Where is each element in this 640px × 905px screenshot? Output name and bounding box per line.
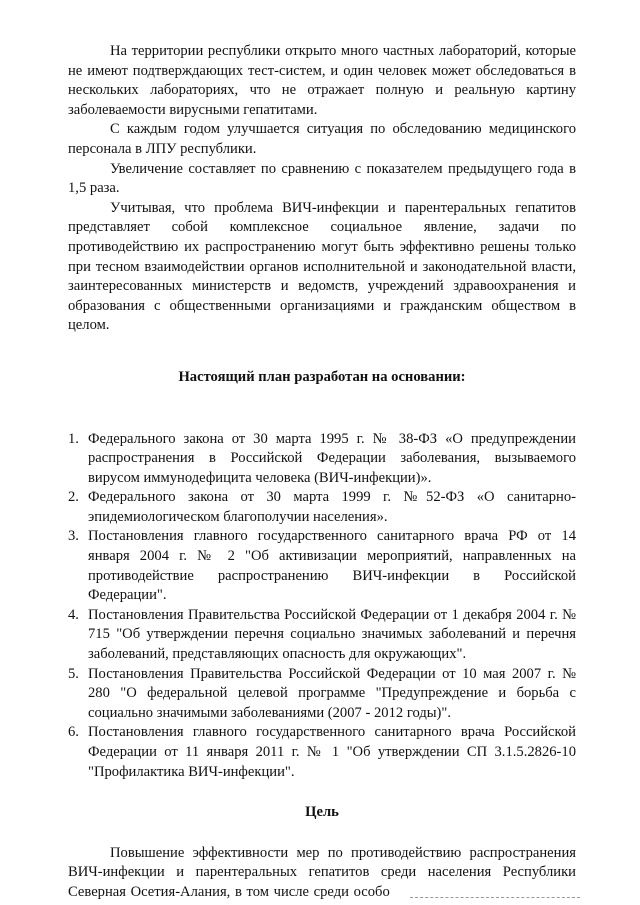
basis-list bbox=[68, 430, 576, 783]
list-item-number: 5. bbox=[68, 665, 79, 682]
list-item-number: 4. bbox=[68, 606, 79, 623]
document-page bbox=[68, 42, 576, 903]
list-item bbox=[68, 665, 576, 724]
list-item-text: Постановления главного государственного санитарного врача РФ от 14 января 2004 г. № 2 "Об активизации мероприятий, направленных на противодействие распространению ВИЧ-инфекции в Российской Федерации". bbox=[88, 528, 576, 604]
list-item-text: Федерального закона от 30 марта 1995 г. № 38-ФЗ «О предупреждении распространения в Российской Федерации заболевания, вызываемого вирусом иммунодефицита человека (ВИЧ-инфекции)». bbox=[88, 430, 576, 486]
list-item-number: 2. bbox=[68, 489, 79, 506]
goal-paragraph: Повышение эффективности мер по противодействию распространения ВИЧ-инфекции и парентеральных гепатитов среди населения Республики Северная Осетия-Алания, в том числе среди особо bbox=[68, 844, 576, 900]
list-item bbox=[68, 723, 576, 782]
list-item-number: 1. bbox=[68, 430, 79, 447]
list-item bbox=[68, 527, 576, 605]
paragraph-medical-staff: С каждым годом улучшается ситуация по обследованию медицинского персонала в ЛПУ республики. bbox=[68, 121, 576, 157]
list-item bbox=[68, 488, 576, 527]
list-item bbox=[68, 606, 576, 665]
list-item-text: Постановления Правительства Российской Федерации от 1 декабря 2004 г. № 715 "Об утверждении перечня социально значимых заболеваний и перечня заболеваний, представляющих опасность для окружающих". bbox=[88, 606, 576, 663]
goal-heading: Цель bbox=[305, 804, 339, 821]
paragraph-private-labs: На территории республики открыто много частных лабораторий, которые не имеют подтверждающих тест-систем, и один человек может обследоваться в нескольких лабораториях, что не отражает полную и реальную картину заболеваемости вирусными гепатитами. bbox=[68, 43, 576, 118]
basis-heading: Настоящий план разработан на основании: bbox=[178, 368, 466, 385]
footer-divider bbox=[410, 897, 580, 900]
list-item-text: Постановления главного государственного санитарного врача Российской Федерации от 11 января 2011 г. № 1 "Об утверждении СП 3.1.5.2826-10 "Профилактика ВИЧ-инфекции". bbox=[88, 724, 576, 780]
paragraph-increase: Увеличение составляет по сравнению с показателем предыдущего года в 1,5 раза. bbox=[68, 160, 576, 197]
paragraph-cooperation: Учитывая, что проблема ВИЧ-инфекции и парентеральных гепатитов представляет собой комплексное социальное явление, задачи по противодействию их распространению могут быть эффективно решены только при тесном взаимодействии органов исполнительной и законодательной власти, заинтересованных министерств и ведомств, учреждений здравоохранения и образования с общественными организациями и гражданским обществом в целом. bbox=[68, 199, 576, 334]
list-item-text: Федерального закона от 30 марта 1999 г. №52-ФЗ «О санитарно-эпидемиологическом благополучии населения». bbox=[88, 489, 576, 525]
list-item bbox=[68, 430, 576, 489]
list-item-number: 3. bbox=[68, 528, 79, 545]
list-item-text: Постановления Правительства Российской Федерации от 10 мая 2007 г. № 280 "О федеральной целевой программе "Предупреждение и борьба с социально значимыми заболеваниями (2007 - 2012 годы)". bbox=[88, 665, 576, 721]
list-item-number: 6. bbox=[68, 724, 79, 741]
